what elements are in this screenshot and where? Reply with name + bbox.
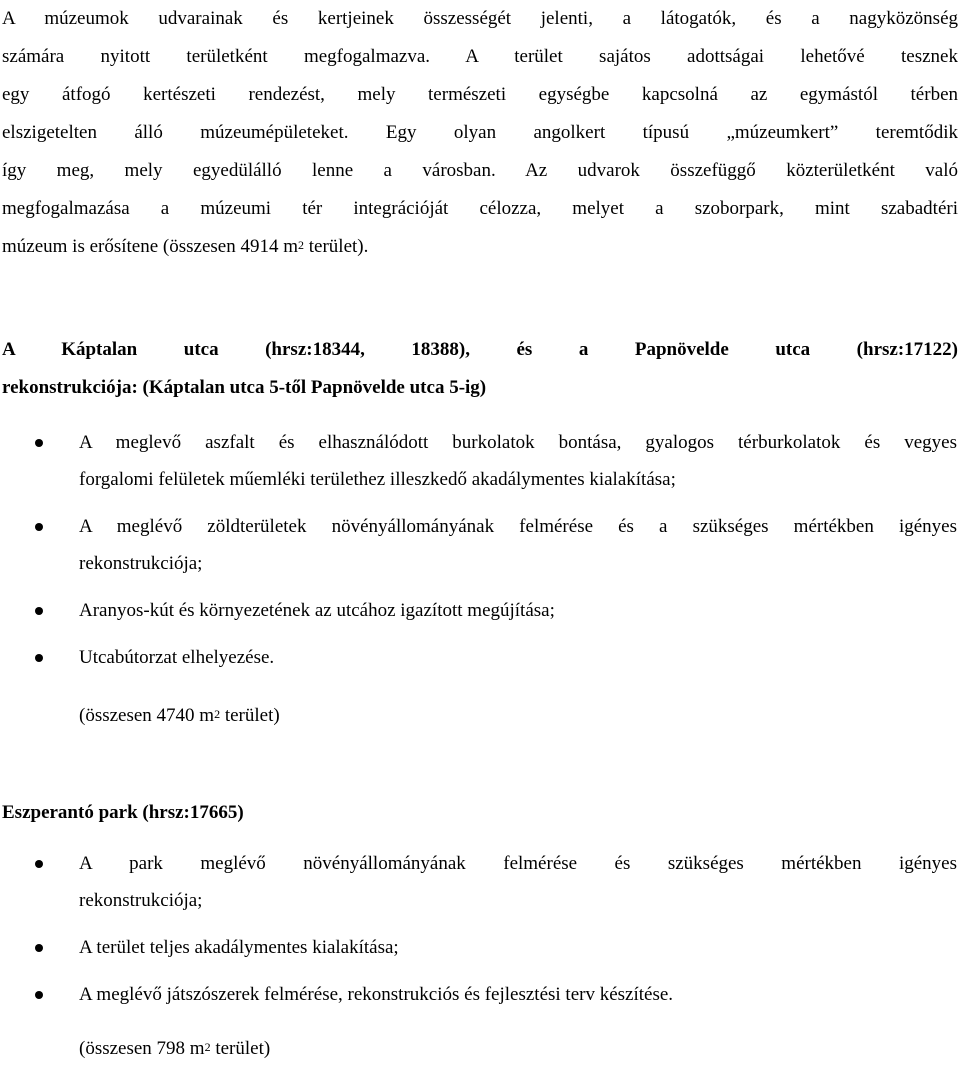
list-item: Utcabútorzat elhelyezése. — [0, 639, 960, 676]
superscript: 2 — [204, 1040, 211, 1054]
bullet-icon — [35, 991, 43, 999]
intro-line: így meg, mely egyedülálló lenne a városban. Az udvarok összefüggő közterületként való — [2, 160, 958, 181]
superscript: 2 — [298, 238, 305, 252]
intro-line: megfogalmazása a múzeumi tér integrációját célozza, melyet a szoborpark, mint szabadtéri — [2, 198, 958, 219]
section2-total-area: (összesen 798 $m^2$ terület) — [79, 1038, 271, 1059]
list-item: A meglévő zöldterületek növényállományának felmérése és a szükséges mértékben igényes rekonstrukciója; — [0, 508, 960, 582]
section2-bullet-list — [0, 845, 960, 1013]
bullet-icon — [35, 607, 43, 615]
intro-line: A múzeumok udvarainak és kertjeinek összességét jelenti, a látogatók, és a nagyközönség — [2, 8, 958, 29]
bullet-icon — [35, 944, 43, 952]
list-item: Aranyos-kút és környezetének az utcához igazított megújítása; — [0, 592, 960, 629]
intro-line: elszigetelten álló múzeumépületeket. Egy olyan angolkert típusú „múzeumkert” teremtődik — [2, 122, 958, 143]
bullet-icon — [35, 439, 43, 447]
intro-line: egy átfogó kertészeti rendezést, mely természeti egységbe kapcsolná az egymástól térben — [2, 84, 958, 105]
list-item: A meglevő aszfalt és elhasználódott burkolatok bontása, gyalogos térburkolatok és vegyes forgalomi felületek műemléki területhez illeszkedő akadálymentes kialakítása; — [0, 424, 960, 498]
section1-total-area: (összesen 4740 $m^2$ terület) — [79, 705, 280, 726]
intro-line: számára nyitott területként megfogalmazva. A terület sajátos adottságai lehetővé tesznek — [2, 46, 958, 67]
bullet-icon — [35, 654, 43, 662]
intro-last-line: múzeum is erősítene (összesen 4914 $m^2$ terület). — [2, 236, 369, 257]
list-item: A meglévő játszószerek felmérése, rekonstrukciós és fejlesztési terv készítése. — [0, 976, 960, 1013]
superscript: 2 — [214, 707, 221, 721]
bullet-icon — [35, 523, 43, 531]
section-heading-eszperanto: Eszperantó park (hrsz:17665) — [2, 802, 244, 823]
intro-paragraph — [2, 0, 958, 266]
section-heading-kaptalan: A Káptalan utca (hrsz:18344, 18388), és a Papnövelde utca (hrsz:17122) rekonstrukciója: (Káptalan utca 5-től Papnövelde utca 5-ig) — [2, 339, 958, 398]
list-item: A terület teljes akadálymentes kialakítása; — [0, 929, 960, 966]
list-item: A park meglévő növényállományának felmérése és szükséges mértékben igényes rekonstrukciója; — [0, 845, 960, 919]
bullet-icon — [35, 860, 43, 868]
section1-bullet-list — [0, 424, 960, 676]
